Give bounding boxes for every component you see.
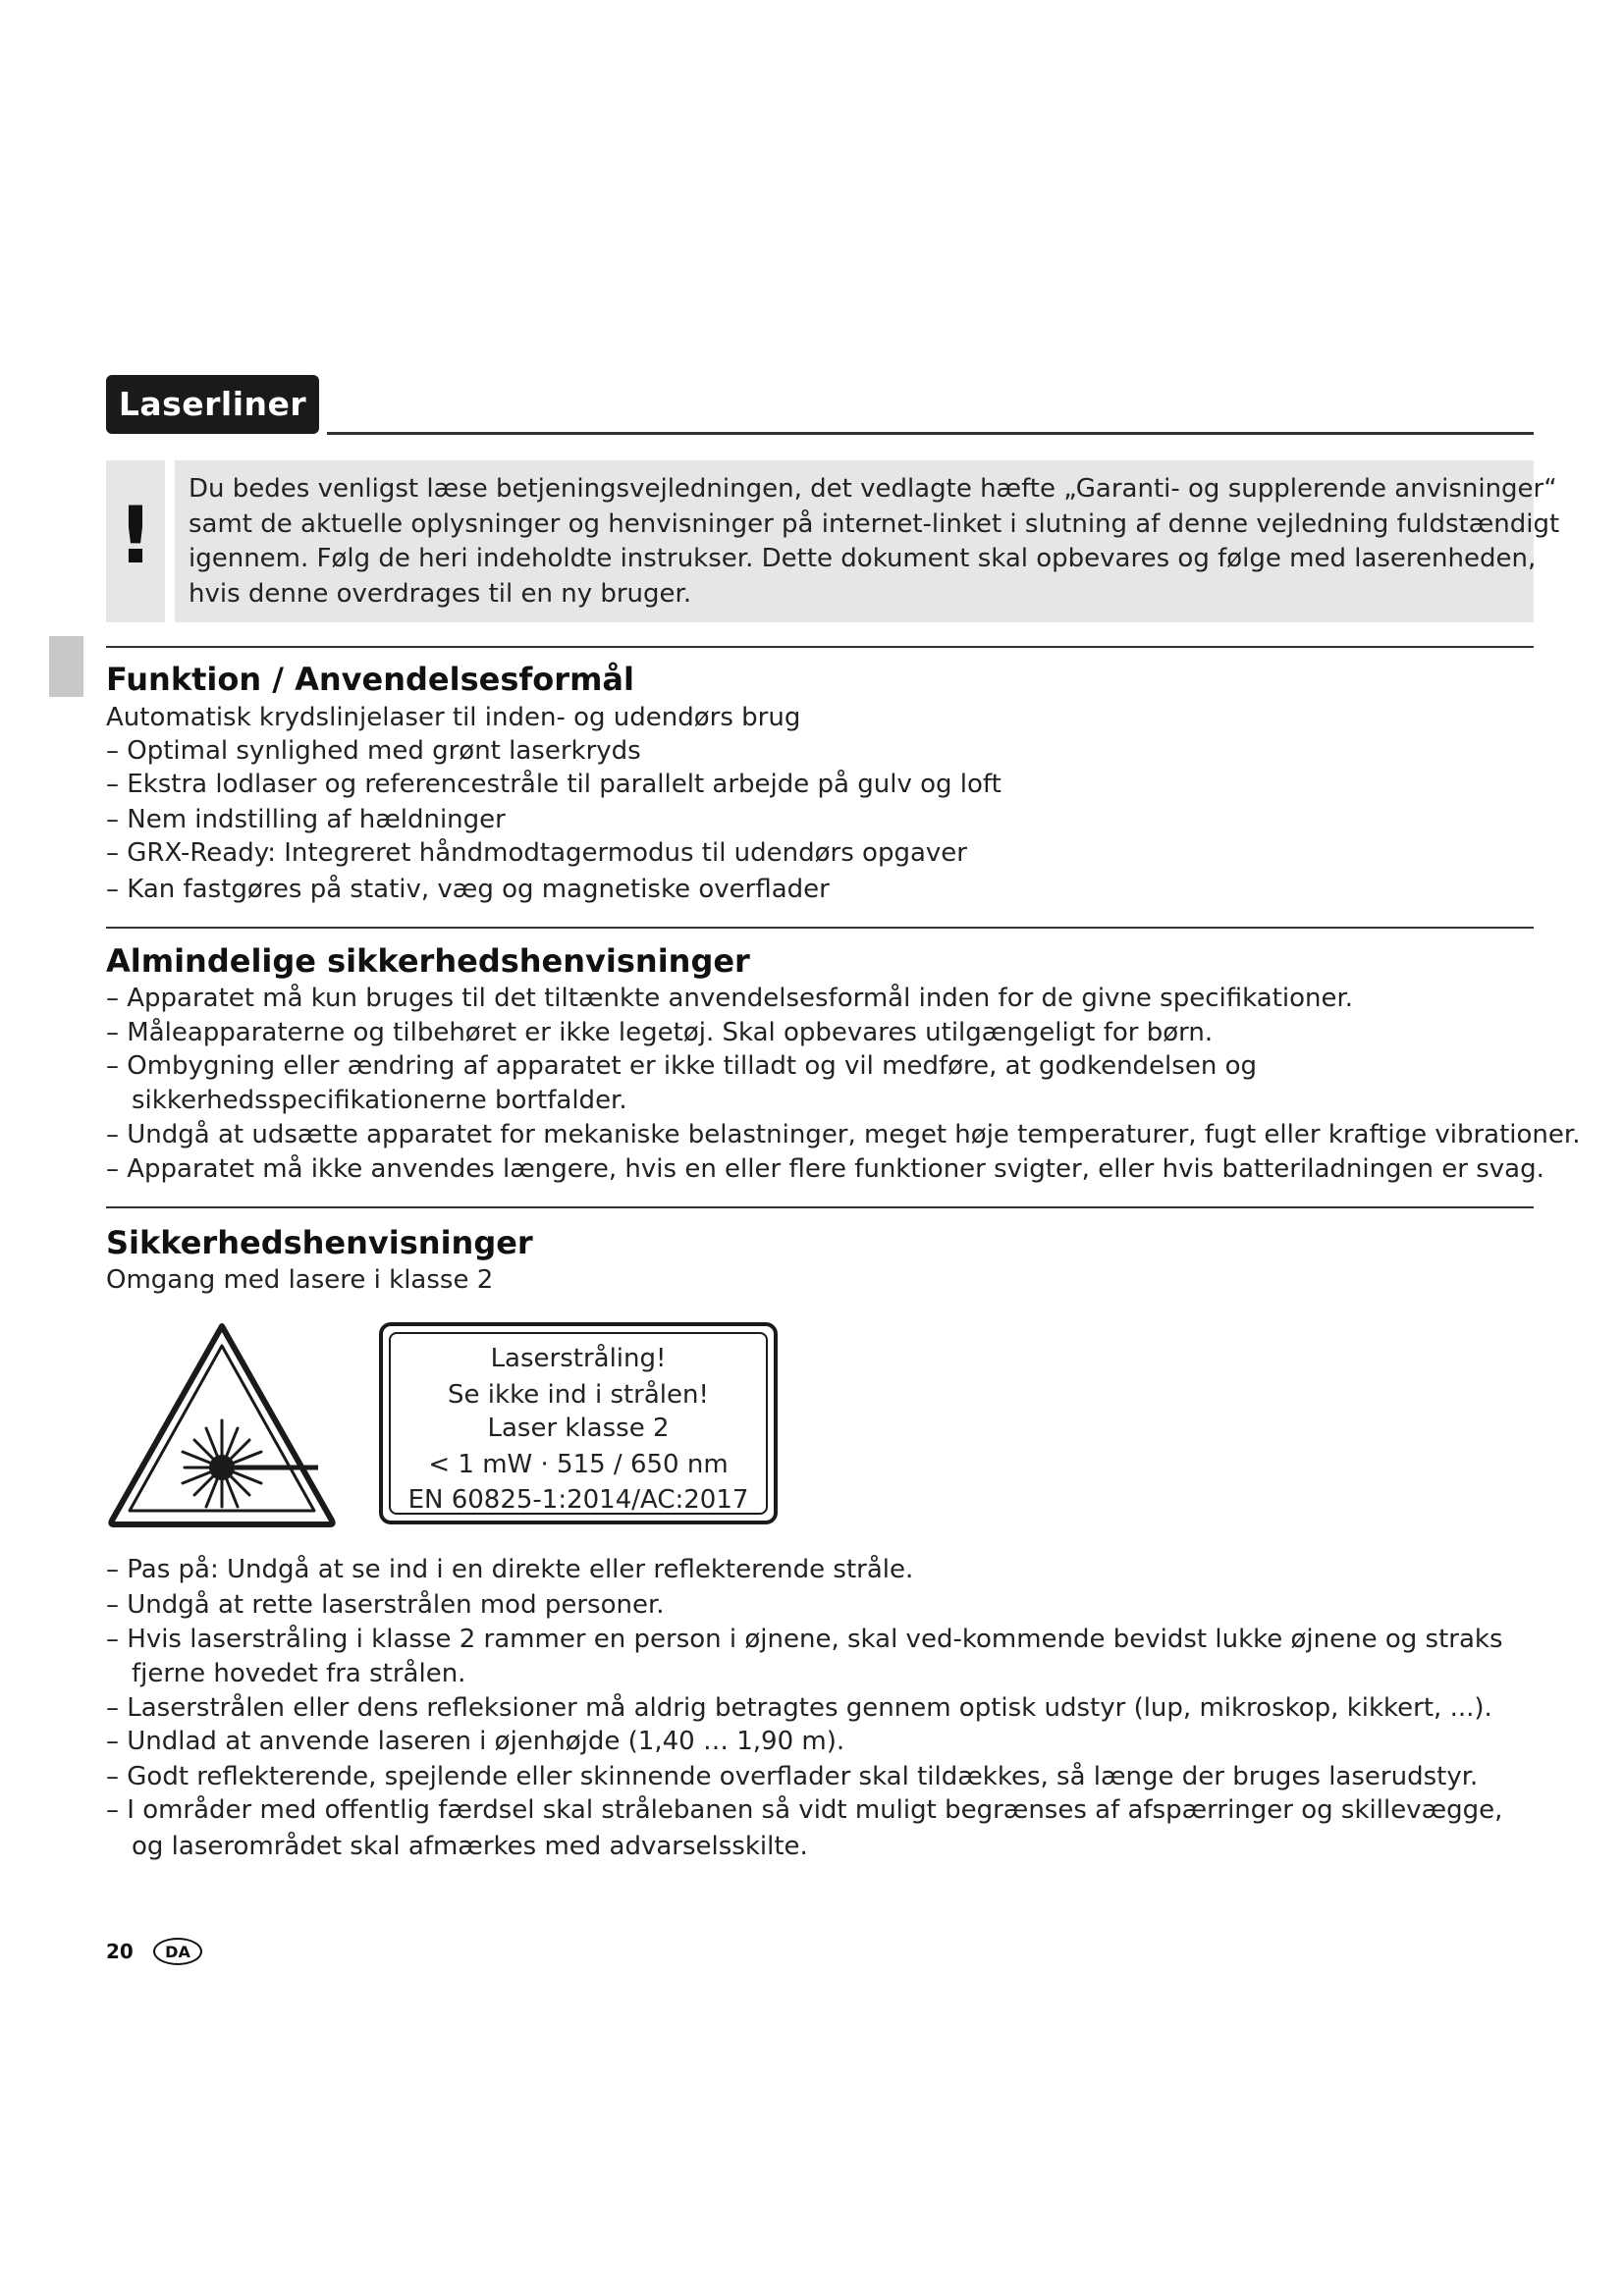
notice-line: hvis denne overdrages til en ny bruger.	[189, 578, 692, 609]
general-safety-item: – Apparatet må ikke anvendes længere, hvis en eller flere funktioner svigter, eller hvis batteriladningen er svag.	[106, 1154, 1544, 1184]
section-title-function: Funktion / Anvendelsesformål	[106, 661, 634, 698]
page-number: 20	[106, 1940, 134, 1963]
label-line: Laserstråling!	[490, 1344, 667, 1373]
label-line: Se ikke ind i strålen!	[448, 1380, 709, 1410]
exclamation-icon: !	[117, 490, 154, 581]
safety-item: – Undlad at anvende laseren i øjenhøjde (1,40 … 1,90 m).	[106, 1727, 845, 1756]
general-safety-item: – Måleapparaterne og tilbehøret er ikke legetøj. Skal opbevares utilgængeligt for børn.	[106, 1018, 1214, 1047]
label-line: EN 60825-1:2014/AC:2017	[407, 1485, 749, 1515]
safety-item: – Godt reflekterende, spejlende eller skinnende overflader skal tildækkes, så længe der bruges laserudstyr.	[106, 1762, 1479, 1791]
section-rule	[106, 646, 1534, 648]
section-title-general-safety: Almindelige sikkerhedshenvisninger	[106, 942, 750, 980]
brand-logo: Laserliner	[106, 375, 319, 434]
label-line: Laser klasse 2	[487, 1414, 670, 1443]
function-intro: Automatisk krydslinjelaser til inden- og udendørs brug	[106, 703, 801, 732]
function-item: – GRX-Ready: Integreret håndmodtagermodus til udendørs opgaver	[106, 838, 967, 868]
safety-subtitle: Omgang med lasere i klasse 2	[106, 1265, 494, 1295]
section-rule	[106, 927, 1534, 929]
section-rule	[106, 1206, 1534, 1208]
general-safety-item-cont: sikkerhedsspecifikationerne bortfalder.	[132, 1086, 627, 1115]
safety-item: – I områder med offentlig færdsel skal strålebanen så vidt muligt begrænses af afspærringer og skillevægge,	[106, 1795, 1503, 1825]
notice-line: igennem. Følg de heri indeholdte instrukser. Dette dokument skal opbevares og følge med laserenheden,	[189, 544, 1537, 573]
general-safety-item: – Apparatet må kun bruges til det tiltænkte anvendelsesformål inden for de givne specifikationer.	[106, 984, 1354, 1013]
side-tab-marker	[49, 636, 83, 697]
label-line: < 1 mW · 515 / 650 nm	[428, 1450, 729, 1479]
language-badge: DA	[153, 1938, 202, 1965]
safety-item: – Hvis laserstråling i klasse 2 rammer en person i øjnene, skal ved-kommende bevidst lukke øjnene og straks	[106, 1625, 1503, 1654]
notice-line: Du bedes venligst læse betjeningsvejledningen, det vedlagte hæfte „Garanti- og supplerende anvisninger“	[189, 474, 1557, 504]
safety-item-cont: og laserområdet skal afmærkes med advarselsskilte.	[132, 1832, 808, 1861]
notice-line: samt de aktuelle oplysninger og henvisninger på internet-linket i slutning af denne vejledning fuldstændigt	[189, 508, 1560, 539]
safety-item: – Pas på: Undgå at se ind i en direkte eller reflekterende stråle.	[106, 1555, 914, 1584]
function-item: – Kan fastgøres på stativ, væg og magnetiske overflader	[106, 875, 830, 904]
safety-item: – Laserstrålen eller dens refleksioner må aldrig betragtes gennem optisk udstyr (lup, mikroskop, kikkert, ...).	[106, 1693, 1492, 1723]
function-item: – Nem indstilling af hældninger	[106, 805, 506, 834]
safety-item-cont: fjerne hovedet fra strålen.	[132, 1659, 466, 1688]
function-item: – Ekstra lodlaser og referencestråle til parallelt arbejde på gulv og loft	[106, 770, 1001, 799]
laser-class-label	[379, 1322, 778, 1524]
laser-warning-icon	[106, 1320, 338, 1528]
function-item: – Optimal synlighed med grønt laserkryds	[106, 736, 641, 766]
notice-text	[189, 472, 1560, 612]
safety-item: – Undgå at rette laserstrålen mod personer.	[106, 1590, 665, 1620]
header-rule	[327, 432, 1534, 435]
section-title-safety: Sikkerhedshenvisninger	[106, 1224, 533, 1261]
general-safety-item: – Undgå at udsætte apparatet for mekaniske belastninger, meget høje temperaturer, fugt eller kraftige vibrationer.	[106, 1120, 1581, 1149]
general-safety-item: – Ombygning eller ændring af apparatet er ikke tilladt og vil medføre, at godkendelsen og	[106, 1051, 1257, 1081]
